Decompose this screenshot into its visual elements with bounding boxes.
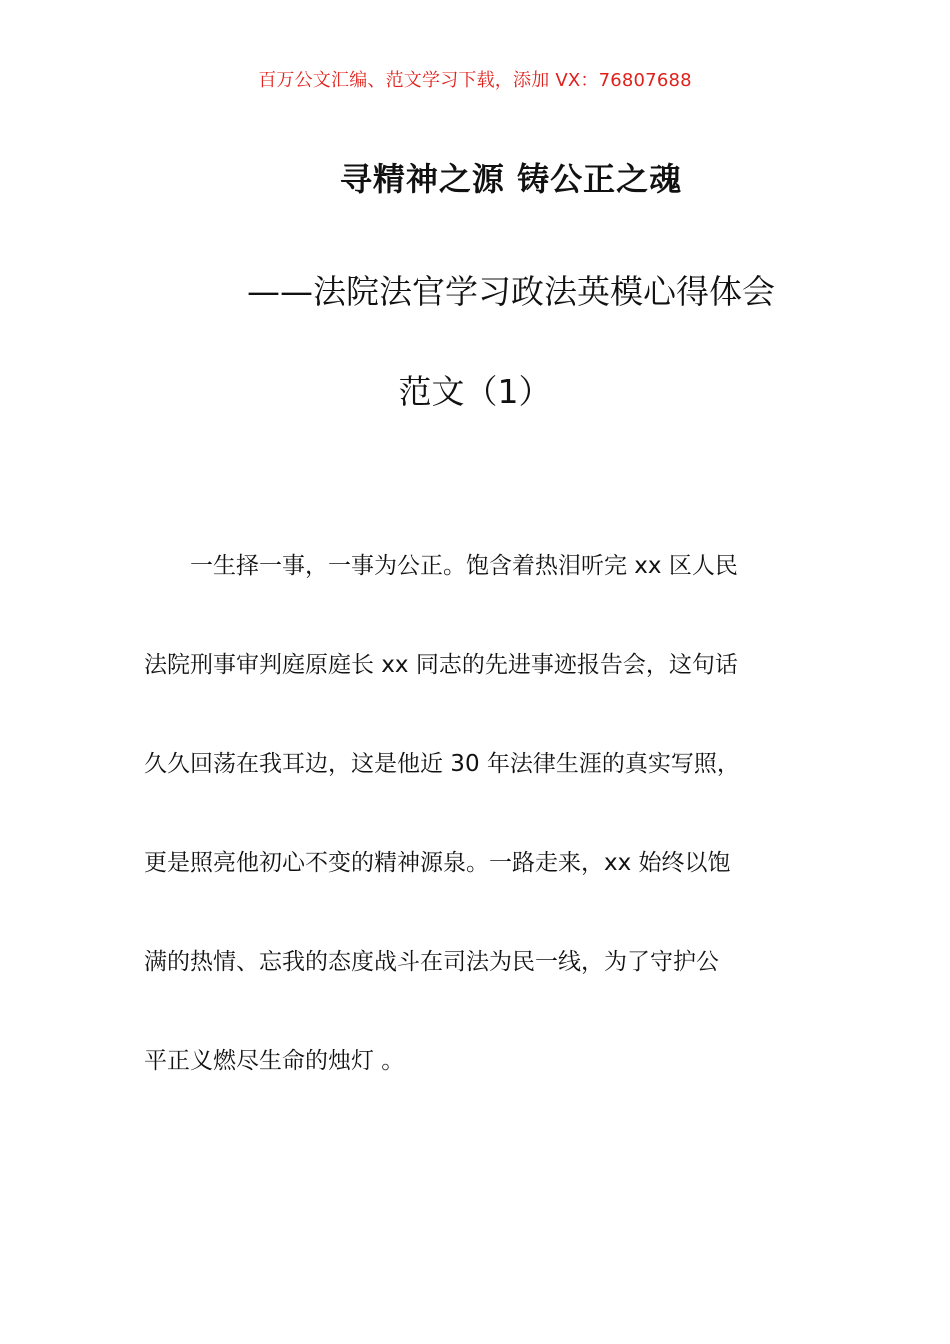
subtitle-line-1: ——法院法官学习政法英模心得体会 xyxy=(247,272,775,311)
body-line: 满的热情、忘我的态度战斗在司法为民一线，为了守护公 xyxy=(144,949,719,975)
body-line: 更是照亮他初心不变的精神源泉。一路走来，xx 始终以饱 xyxy=(144,850,731,876)
body-line: 久久回荡在我耳边，这是他近 30 年法律生涯的真实写照， xyxy=(144,751,740,777)
body-line: 平正义燃尽生命的烛灯 。 xyxy=(144,1048,405,1074)
header-note: 百万公文汇编、范文学习下载，添加 VX：76807688 xyxy=(258,70,692,91)
document-title: 寻精神之源 铸公正之魂 xyxy=(339,160,683,198)
body-line: 法院刑事审判庭原庭长 xx 同志的先进事迹报告会，这句话 xyxy=(144,652,738,678)
body-line: 一生择一事，一事为公正。饱含着热泪听完 xx 区人民 xyxy=(144,553,738,579)
subtitle-line-2: 范文（1） xyxy=(398,372,552,411)
